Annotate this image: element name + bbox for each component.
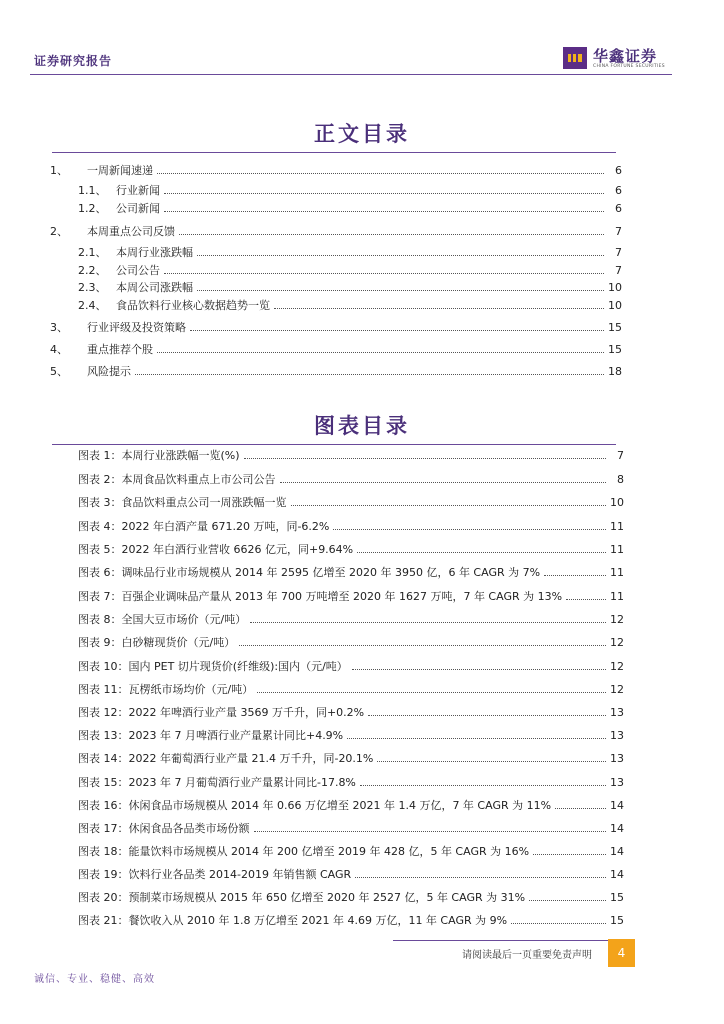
figure-entry-page: 13 <box>610 706 624 719</box>
leader-dots <box>244 458 606 459</box>
toc-entry[interactable] <box>50 319 622 335</box>
leader-dots <box>291 505 607 506</box>
toc-entry[interactable] <box>78 262 622 278</box>
toc-entry[interactable] <box>78 182 622 198</box>
figure-entry-page: 13 <box>610 729 624 742</box>
leader-dots <box>377 761 606 762</box>
figure-entry-text: 图表 20：预制菜市场规模从 2015 年 650 亿增至 2020 年 2527 亿，5 年 CAGR 为 31% <box>78 891 526 904</box>
figure-entry-page: 11 <box>610 590 624 603</box>
leader-dots <box>529 900 606 901</box>
leader-dots <box>566 599 606 600</box>
figure-entry-text: 图表 5：2022 年白酒行业营收 6626 亿元，同+9.64% <box>78 543 354 556</box>
toc-entry-text: 本周行业涨跌幅 <box>116 246 193 259</box>
toc-entry-number: 1、 <box>50 164 68 177</box>
toc-entry-page: 18 <box>608 365 622 378</box>
figure-entry-page: 7 <box>617 449 624 462</box>
toc-entry-number: 3、 <box>50 321 68 334</box>
leader-dots <box>511 923 606 924</box>
page-header <box>0 0 724 78</box>
report-type-label: 证券研究报告 <box>34 54 113 68</box>
toc-entry-text: 行业评级及投资策略 <box>87 321 186 334</box>
figure-entry-text: 图表 15：2023 年 7 月葡萄酒行业产量累计同比-17.8% <box>78 776 356 789</box>
toc-entry[interactable] <box>78 200 622 216</box>
figures-title: 图表目录 <box>314 414 410 438</box>
toc-entry-number: 2.4、 <box>78 299 107 312</box>
figure-entry-page: 13 <box>610 776 624 789</box>
leader-dots <box>190 330 604 331</box>
toc-entry-page: 6 <box>615 184 622 197</box>
figure-entry-page: 12 <box>610 683 624 696</box>
leader-dots <box>179 234 604 235</box>
leader-dots <box>164 273 604 274</box>
toc-entry-number: 1.2、 <box>78 202 107 215</box>
figure-entry-page: 11 <box>610 520 624 533</box>
leader-dots <box>157 173 604 174</box>
toc-entry-text: 本周重点公司反馈 <box>87 225 175 238</box>
figure-entry[interactable] <box>78 447 624 463</box>
figure-entry-text: 图表 11：瓦楞纸市场均价（元/吨） <box>78 683 254 696</box>
figure-entry[interactable] <box>78 634 624 650</box>
toc-entry-page: 15 <box>608 343 622 356</box>
leader-dots <box>368 715 606 716</box>
toc-entry-number: 2.1、 <box>78 246 107 259</box>
figure-entry-text: 图表 6：调味品行业市场规模从 2014 年 2595 亿增至 2020 年 3950 亿，6 年 CAGR 为 7% <box>78 566 541 579</box>
figure-entry[interactable] <box>78 727 624 743</box>
leader-dots <box>157 352 604 353</box>
leader-dots <box>164 211 604 212</box>
figure-entry-text: 图表 21：餐饮收入从 2010 年 1.8 万亿增至 2021 年 4.69 万亿，11 年 CAGR 为 9% <box>78 914 508 927</box>
figure-entry-text: 图表 8：全国大豆市场价（元/吨） <box>78 613 247 626</box>
figure-entry-text: 图表 16：休闲食品市场规模从 2014 年 0.66 万亿增至 2021 年 1.4 万亿，7 年 CAGR 为 11% <box>78 799 552 812</box>
leader-dots <box>355 877 606 878</box>
toc-entry-text: 本周公司涨跌幅 <box>116 281 193 294</box>
figure-entry-text: 图表 3：食品饮料重点公司一周涨跌幅一览 <box>78 496 287 509</box>
toc-entry[interactable] <box>78 244 622 260</box>
leader-dots <box>197 290 604 291</box>
toc-entry[interactable] <box>50 223 622 239</box>
figure-entry-text: 图表 10：国内 PET 切片现货价(纤维级):国内（元/吨） <box>78 660 348 673</box>
leader-dots <box>274 308 604 309</box>
logo-english-name: CHINA FORTUNE SECURITIES <box>593 64 665 69</box>
figure-entry-page: 12 <box>610 636 624 649</box>
company-slogan: 诚信、专业、稳健、高效 <box>34 974 155 985</box>
toc-entry[interactable] <box>78 297 622 313</box>
toc-entry-text: 公司公告 <box>116 264 160 277</box>
figure-entry-page: 14 <box>610 868 624 881</box>
toc-entry-text: 风险提示 <box>87 365 131 378</box>
figure-entry-page: 12 <box>610 660 624 673</box>
figures-title-divider <box>52 444 616 445</box>
leader-dots <box>333 529 606 530</box>
leader-dots <box>555 808 606 809</box>
toc-entry-text: 行业新闻 <box>116 184 160 197</box>
figure-entry-page: 15 <box>610 891 624 904</box>
figure-entry-page: 14 <box>610 822 624 835</box>
figure-entry[interactable] <box>78 866 624 882</box>
disclaimer-note: 请阅读最后一页重要免责声明 <box>462 950 592 961</box>
toc-title-divider <box>52 152 616 153</box>
leader-dots <box>164 193 604 194</box>
leader-dots <box>352 669 606 670</box>
toc-entry-text: 一周新闻速递 <box>87 164 153 177</box>
leader-dots <box>250 622 606 623</box>
figure-entry[interactable] <box>78 750 624 766</box>
toc-entry-page: 7 <box>615 225 622 238</box>
toc-entry[interactable] <box>50 341 622 357</box>
toc-entry-number: 5、 <box>50 365 68 378</box>
leader-dots <box>357 552 606 553</box>
figure-entry-text: 图表 7：百强企业调味品产量从 2013 年 700 万吨增至 2020 年 1627 万吨，7 年 CAGR 为 13% <box>78 590 563 603</box>
leader-dots <box>197 255 604 256</box>
figure-entry[interactable] <box>78 820 624 836</box>
toc-entry-number: 2、 <box>50 225 68 238</box>
leader-dots <box>257 692 606 693</box>
leader-dots <box>280 482 607 483</box>
figure-entry-page: 11 <box>610 566 624 579</box>
toc-entry-page: 7 <box>615 246 622 259</box>
leader-dots <box>544 575 606 576</box>
figure-entry[interactable] <box>78 681 624 697</box>
figure-entry[interactable] <box>78 797 624 813</box>
toc-entry-number: 2.3、 <box>78 281 107 294</box>
figure-entry-text: 图表 18：能量饮料市场规模从 2014 年 200 亿增至 2019 年 428 亿，5 年 CAGR 为 16% <box>78 845 530 858</box>
figure-entry[interactable] <box>78 774 624 790</box>
toc-title: 正文目录 <box>314 122 410 146</box>
figure-entry-page: 10 <box>610 496 624 509</box>
figure-entry[interactable] <box>78 704 624 720</box>
figure-entry-text: 图表 2：本周食品饮料重点上市公司公告 <box>78 473 276 486</box>
figure-entry[interactable] <box>78 658 624 674</box>
toc-entry-page: 6 <box>615 164 622 177</box>
figure-entry-page: 14 <box>610 845 624 858</box>
logo-mark-icon <box>563 47 587 69</box>
toc-entry-text: 公司新闻 <box>116 202 160 215</box>
toc-entry-text: 重点推荐个股 <box>87 343 153 356</box>
figure-entry-text: 图表 1：本周行业涨跌幅一览(%) <box>78 449 240 462</box>
toc-entry-page: 6 <box>615 202 622 215</box>
figure-entry-text: 图表 12：2022 年啤酒行业产量 3569 万千升，同+0.2% <box>78 706 365 719</box>
toc-entry-number: 2.2、 <box>78 264 107 277</box>
figure-entry-text: 图表 14：2022 年葡萄酒行业产量 21.4 万千升，同-20.1% <box>78 752 374 765</box>
leader-dots <box>135 374 604 375</box>
leader-dots <box>533 854 606 855</box>
company-logo <box>563 45 683 73</box>
figure-entry[interactable] <box>78 588 624 604</box>
figure-entry[interactable] <box>78 889 624 905</box>
figure-entry-page: 11 <box>610 543 624 556</box>
figure-entry-text: 图表 17：休闲食品各品类市场份额 <box>78 822 250 835</box>
figure-entry-text: 图表 9：白砂糖现货价（元/吨） <box>78 636 236 649</box>
figure-entry[interactable] <box>78 564 624 580</box>
toc-entry-page: 15 <box>608 321 622 334</box>
figure-entry[interactable] <box>78 843 624 859</box>
figure-entry-page: 15 <box>610 914 624 927</box>
toc-entry[interactable] <box>50 162 622 178</box>
figure-entry-page: 13 <box>610 752 624 765</box>
leader-dots <box>254 831 607 832</box>
toc-entry[interactable] <box>78 279 622 295</box>
header-divider <box>30 74 672 75</box>
toc-entry-number: 4、 <box>50 343 68 356</box>
leader-dots <box>239 645 606 646</box>
figure-entry-page: 14 <box>610 799 624 812</box>
toc-entry-page: 10 <box>608 299 622 312</box>
figure-entry[interactable] <box>78 518 624 534</box>
page-number: 4 <box>608 939 635 967</box>
figure-entry-page: 8 <box>617 473 624 486</box>
leader-dots <box>347 738 606 739</box>
toc-entry-text: 食品饮料行业核心数据趋势一览 <box>116 299 270 312</box>
toc-entry-page: 10 <box>608 281 622 294</box>
leader-dots <box>360 785 606 786</box>
figure-entry-text: 图表 4：2022 年白酒产量 671.20 万吨，同-6.2% <box>78 520 330 533</box>
figure-entry[interactable] <box>78 541 624 557</box>
logo-chinese-name: 华鑫证券 <box>593 47 658 65</box>
toc-entry[interactable] <box>50 363 622 379</box>
figure-entry-page: 12 <box>610 613 624 626</box>
figure-entry-text: 图表 13：2023 年 7 月啤酒行业产量累计同比+4.9% <box>78 729 344 742</box>
toc-entry-number: 1.1、 <box>78 184 107 197</box>
figure-entry-text: 图表 19：饮料行业各品类 2014-2019 年销售额 CAGR <box>78 868 352 881</box>
toc-entry-page: 7 <box>615 264 622 277</box>
figure-entry[interactable] <box>78 494 624 510</box>
figure-entry[interactable] <box>78 611 624 627</box>
figure-entry[interactable] <box>78 912 624 928</box>
figure-entry[interactable] <box>78 471 624 487</box>
